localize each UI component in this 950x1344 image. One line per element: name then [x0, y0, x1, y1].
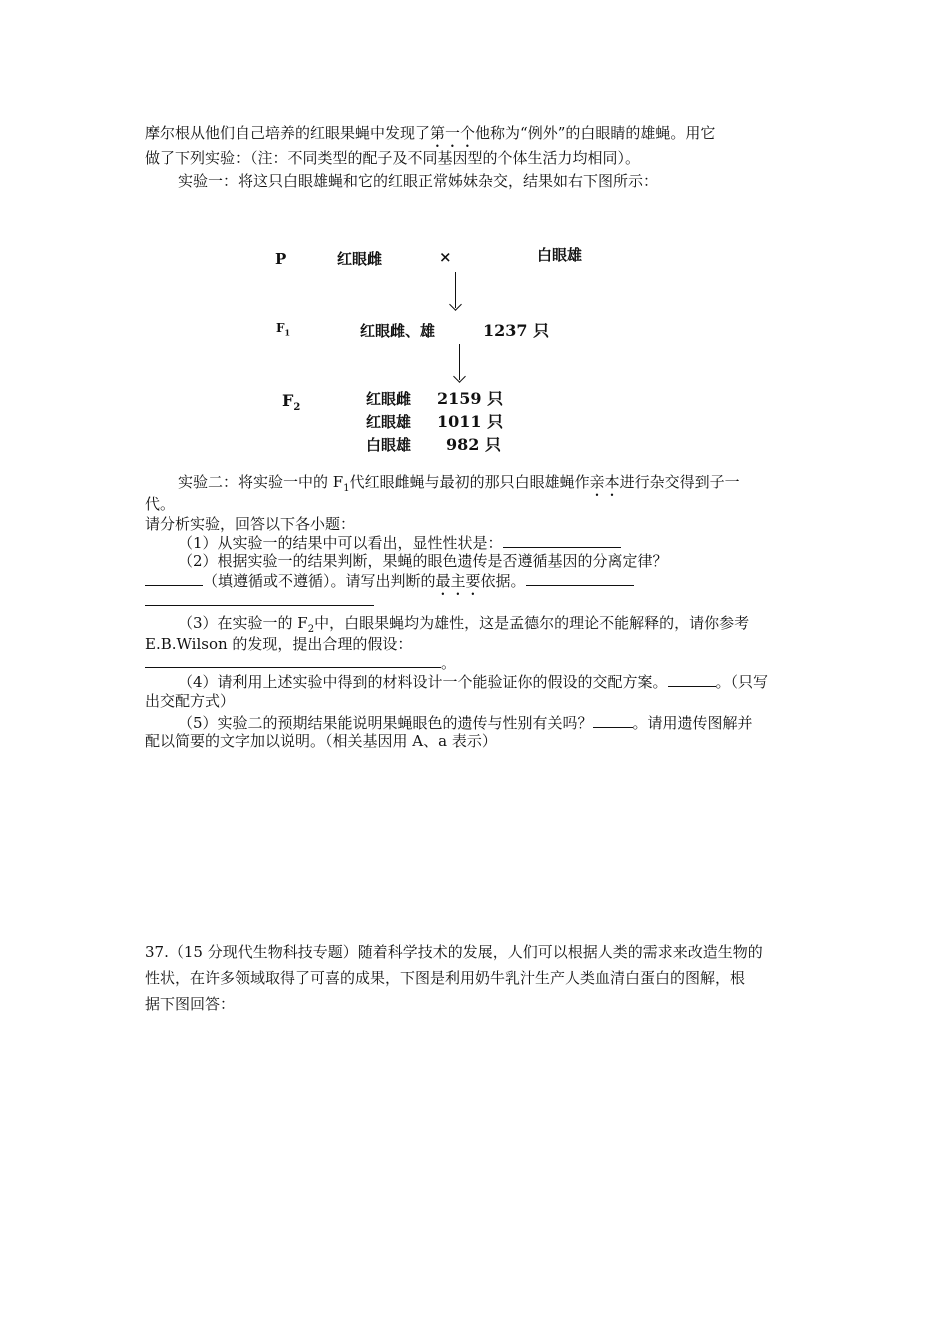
f2-row-2-name: 红眼雄	[366, 413, 412, 431]
q2-answer-blank-2[interactable]	[526, 570, 634, 586]
f1-text: 红眼雌、雄	[360, 322, 436, 340]
intro-line-2: 做了下列实验：（注：不同类型的配子及不同基因型的个体生活力均相同）。	[145, 149, 641, 167]
p-label: P	[275, 250, 287, 268]
question-5-line-2: 配以简要的文字加以说明。（相关基因用 A、a 表示）	[145, 732, 497, 750]
f1-count: 1237 只	[483, 321, 550, 340]
experiment-1-text: 实验一：将这只白眼雄蝇和它的红眼正常姊妹杂交，结果如右下图所示：	[178, 172, 659, 190]
question-4-line-1: （4）请利用上述实验中得到的材料设计一个能验证你的假设的交配方案。 。（只写	[178, 673, 769, 691]
question-2-line-2: （填遵循或不遵循）。请写出判断的最主要依据。	[145, 570, 634, 599]
cross-symbol: ×	[439, 248, 452, 266]
question-5-line-1: （5）实验二的预期结果能说明果蝇眼色的遗传与性别有关吗？ 。请用遗传图解并	[178, 714, 753, 732]
experiment-2-line-1: 实验二：将实验一中的 $F_1$代红眼雌蝇与最初的那只白眼雄蝇作亲本进行杂交得到子一	[178, 473, 740, 494]
intro-line-1	[145, 123, 715, 151]
intro-line-1-b: 他称为“例外”的白眼睛的雄蝇。用它	[475, 124, 716, 142]
question-2-line-1: （2）根据实验一的结果判断，果蝇的眼色遗传是否遵循基因的分离定律？	[178, 552, 668, 570]
questions-prompt: 请分析实验，回答以下各小题：	[145, 515, 356, 533]
arrowhead-f1-to-f2	[453, 370, 466, 383]
f2-row-3-count: 982 只	[446, 435, 501, 454]
q2-answer-blank-1[interactable]	[145, 570, 203, 586]
q4-answer-blank[interactable]	[668, 671, 716, 687]
p-male: 白眼雄	[537, 246, 583, 264]
q37-line-3: 据下图回答：	[145, 995, 236, 1013]
q2-answer-line[interactable]	[145, 605, 374, 606]
q2-emphasis: 最主要	[435, 572, 481, 590]
question-4-line-2: 出交配方式）	[145, 692, 236, 710]
f2-row-1-name: 红眼雌	[366, 390, 412, 408]
question-1: （1）从实验一的结果中可以看出，显性性状是：	[178, 532, 621, 553]
question-3-line-2: E.B.Wilson 的发现，提出合理的假设：	[145, 635, 413, 653]
intro-emphasis: 第一个	[430, 124, 476, 142]
q37-line-2: 性状，在许多领域取得了可喜的成果，下图是利用奶牛乳汁生产人类血清白蛋白的图解，根	[145, 969, 746, 987]
q37-line-1: 37.（15 分现代生物科技专题）随着科学技术的发展，人们可以根据人类的需求来改造生物的	[145, 943, 763, 961]
f2-row-3-name: 白眼雄	[366, 436, 412, 454]
intro-line-1-a: 摩尔根从他们自己培养的红眼果蝇中发现了	[145, 124, 431, 142]
f1-label: $F_1$	[276, 321, 291, 338]
q3-answer-blank[interactable]	[145, 652, 441, 668]
q1-answer-blank[interactable]	[503, 532, 621, 548]
f2-label: $F_2$	[282, 391, 301, 414]
experiment-2-line-2: 代。	[145, 495, 176, 513]
p-female: 红眼雌	[337, 250, 383, 268]
q5-answer-blank[interactable]	[593, 712, 633, 728]
question-3-answer: 。	[145, 652, 456, 673]
question-3-line-1: （3）在实验一的 $F_2$中，白眼果蝇均为雄性，这是孟德尔的理论不能解释的，请你参考	[178, 614, 750, 635]
f2-row-2-count: 1011 只	[437, 412, 504, 431]
arrowhead-p-to-f1	[449, 298, 462, 311]
exp2-emphasis: 亲本	[589, 473, 620, 491]
f2-row-1-count: 2159 只	[437, 389, 504, 408]
